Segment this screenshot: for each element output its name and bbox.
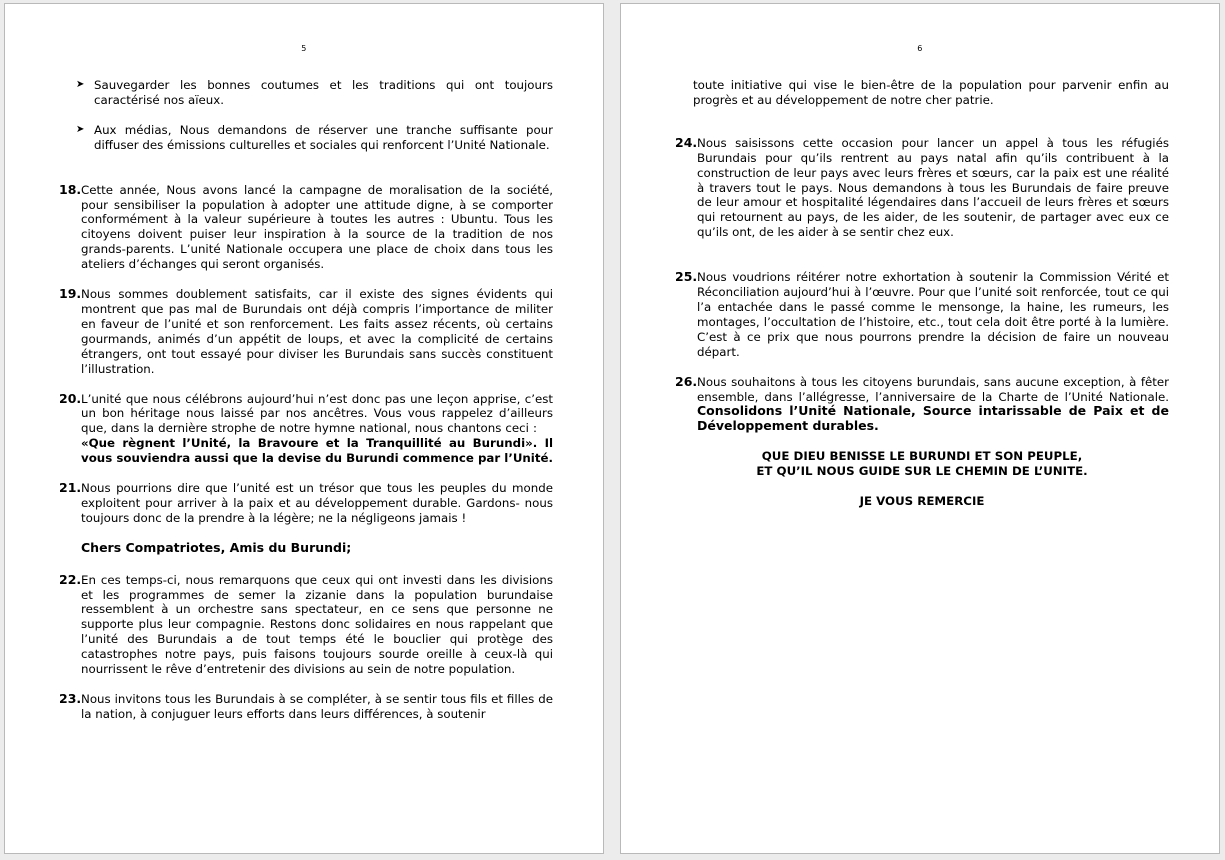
paragraph-number: 26. <box>675 373 698 389</box>
unity-slogan: Consolidons l’Unité Nationale, Source intarissable de Paix et de Développement durables. <box>697 403 1169 434</box>
paragraph-number: 24. <box>675 134 698 150</box>
bullet-item <box>76 78 553 108</box>
greeting: Chers Compatriotes, Amis du Burundi; <box>81 539 352 555</box>
arrow-bullet-icon: ➤ <box>76 123 85 135</box>
paragraph-number: 20. <box>59 390 82 406</box>
paragraph-19 <box>59 287 553 376</box>
page-number: 5 <box>301 44 307 53</box>
closing-blessing <box>675 449 1169 479</box>
paragraph-text: Nous saisissons cette occasion pour lancer un appel à tous les réfugiés Burundais pour qu’ils rentrent au pays natal afin qu’ils contribuent à la construction de leur pays avec leurs frères et sœurs, car la paix est une réalité à travers tout le pays. Nous demandons à tous les Burundais de faire preuve de leur amour et hospitalité légendaires dans l’accueil de leurs frères et sœurs qui retournent au pays, de les aider, de les soutenir, de partager avec eux ce qu’ils ont, de les aider à se sentir chez eux. <box>697 135 1169 240</box>
paragraph-24 <box>675 136 1169 240</box>
paragraph-18 <box>59 183 553 272</box>
bullet-text: Sauvegarder les bonnes coutumes et les traditions qui ont toujours caractérisé nos aïeux. <box>94 78 553 107</box>
paragraph-text: Cette année, Nous avons lancé la campagne de moralisation de la société, pour sensibiliser la population à adopter une attitude digne, à se comporter conformément à la valeur supérieure à toutes les autres : Ubuntu. Tous les citoyens doivent puiser leur inspiration à la source de la tradition de nos grands-parents. L’unité Nationale occupera une place de choix dans tous les ateliers d’échanges qui seront organisés. <box>81 182 553 272</box>
paragraph-number: 21. <box>59 480 82 496</box>
bullet-text: Aux médias, Nous demandons de réserver une tranche suffisante pour diffuser des émissions culturelles et sociales qui renforcent l’Unité Nationale. <box>94 122 553 152</box>
paragraph-text: Nous sommes doublement satisfaits, car il existe des signes évidents qui montrent que pas mal de Burundais ont déjà compris l’importance de militer en faveur de l’unité et son renforcement. Les faits assez récents, où certains gourmands, animés d’un appétit de loups, et avec la complicité de certains étrangers, ont tout essayé pour diviser les Burundais sans succès constituent l’illustration. <box>81 287 553 376</box>
page-content <box>675 78 1169 524</box>
paragraph-number: 18. <box>59 181 82 197</box>
paragraph-text: Nous pourrions dire que l’unité est un trésor que tous les peuples du monde exploitent pour arriver à la paix et au développement durable. Gardons- nous toujours donc de la prendre à la légère; ne la négligeons jamais ! <box>81 481 553 525</box>
paragraph-number: 25. <box>675 269 698 285</box>
arrow-bullet-icon: ➤ <box>76 79 85 90</box>
paragraph-number: 22. <box>59 571 82 587</box>
paragraph-21 <box>59 481 553 526</box>
paragraph-25 <box>675 270 1169 359</box>
paragraph-plain-text: L’unité que nous célébrons aujourd’hui n’est donc pas une leçon apprise, c’est un bon héritage nous laissé par nos ancêtres. Vous vous rappelez d’ailleurs que, dans la dernière strophe de notre hymne national, nous chantons ceci : <box>81 391 553 436</box>
paragraph-text: Nous voudrions réitérer notre exhortation à soutenir la Commission Vérité et Réconciliation aujourd’hui à l’œuvre. Pour que l’unité soit renforcée, tout ce qui l’a entachée dans le passé comme le mensonge, la haine, les rumeurs, les montages, l’occultation de l’histoire, etc., tout cela doit être porté à la lumière. C’est à ce prix que nous pourrons prendre la décision de faire un nouveau départ. <box>697 270 1169 359</box>
paragraph-23 <box>59 692 553 722</box>
paragraph-text: Nous invitons tous les Burundais à se compléter, à se sentir tous fils et filles de la nation, à conjuguer leurs efforts dans leurs différences, à soutenir <box>81 692 553 721</box>
paragraph-text <box>697 375 1169 435</box>
paragraph-plain-text: Nous souhaitons à tous les citoyens burundais, sans aucune exception, à fêter ensemble, dans l’allégresse, l’anniversaire de la Charte de l’Unité Nationale. <box>697 374 1169 404</box>
anthem-quote: «Que règnent l’Unité, la Bravoure et la Tranquillité au Burundi». Il vous souviendra aussi que la devise du Burundi commence par l’Unité. <box>81 436 553 466</box>
page-6 <box>620 3 1220 854</box>
closing-line: QUE DIEU BENISSE LE BURUNDI ET SON PEUPLE, <box>761 449 1083 464</box>
paragraph-26 <box>675 375 1169 435</box>
paragraph-text: En ces temps-ci, nous remarquons que ceux qui ont investi dans les divisions et les programmes de semer la zizanie dans la population burundaise ressemblent à un orchestre sans spectateur, en ce sens que personne ne supporte plus leur compagnie. Restons donc solidaires en nous rappelant que l’unité des Burundais a de tout temps été le bouclier qui protège des catastrophes notre pays, puis faisons toujours sourde oreille à ceux-là qui nourrissent le rêve d’entretenir des divisions au sein de notre population. <box>81 572 553 677</box>
closing-line: ET QU’IL NOUS GUIDE SUR LE CHEMIN DE L’UNITE. <box>756 464 1088 479</box>
page-5 <box>4 3 604 854</box>
page-number: 6 <box>917 44 923 53</box>
paragraph-text <box>81 392 553 467</box>
continuation-text: toute initiative qui vise le bien-être de la population pour parvenir enfin au progrès et au développement de notre cher patrie. <box>693 78 1169 107</box>
page-content <box>59 78 553 737</box>
bullet-item <box>76 123 553 153</box>
paragraph-number: 19. <box>59 286 82 302</box>
thanks: JE VOUS REMERCIE <box>859 494 985 509</box>
paragraph-number: 23. <box>59 691 82 706</box>
paragraph-20 <box>59 392 553 467</box>
paragraph-22 <box>59 573 553 677</box>
